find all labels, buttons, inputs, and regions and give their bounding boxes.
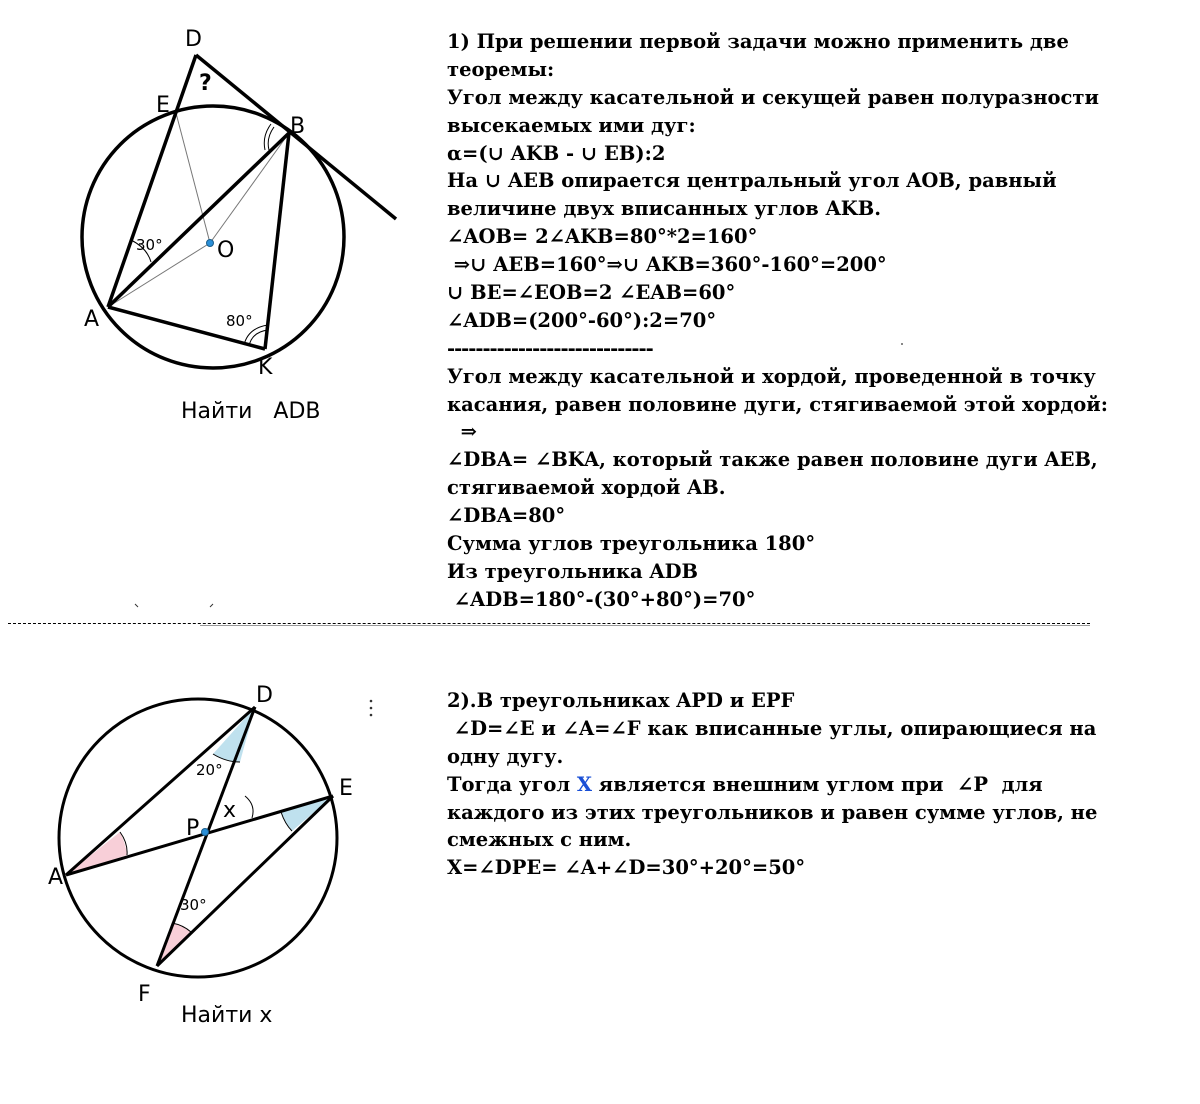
chord-AB	[108, 133, 289, 307]
solution-1-line: ∠AOB= 2∠AKB=80°*2=160°	[447, 225, 758, 249]
solution-1-line: Сумма углов треугольника 180°	[447, 532, 816, 556]
solution-2-line: каждого из этих треугольников и равен сумме углов, не	[447, 800, 1098, 824]
solution-2-text-post: является внешним углом при ∠P для	[592, 772, 1043, 796]
label-E: E	[156, 93, 170, 118]
label-A2: A	[48, 865, 64, 890]
solution-1-line: ∠DBA= ∠BKA, который также равен половине дуги AEB,	[447, 448, 1098, 472]
chord-AD	[66, 707, 255, 875]
solution-1-line: ⇒	[447, 420, 477, 444]
solution-2-line: одну дугу.	[447, 744, 564, 768]
highlight-x: X	[576, 772, 593, 796]
label-E2: E	[339, 776, 353, 801]
label-K: K	[258, 355, 273, 380]
solution-1-line: Угол между касательной и хордой, проведенной в точку	[447, 364, 1096, 388]
label-O: O	[217, 238, 235, 263]
solution-2-line	[447, 771, 1097, 799]
solution-2-line: смежных с ним.	[447, 828, 632, 852]
solution-2-line: ∠D=∠E и ∠A=∠F как вписанные углы, опирающиеся на	[447, 716, 1097, 740]
secant-DA	[108, 55, 196, 307]
solution-1-line: Угол между касательной и секущей равен полуразности	[447, 85, 1099, 109]
solution-2-text-pre: Тогда угол	[447, 772, 577, 796]
solution-1-text	[447, 28, 1108, 614]
stray-dot	[370, 714, 373, 717]
section-separator	[8, 623, 1090, 624]
shade-angle-D	[213, 707, 255, 762]
section-separator-line	[200, 625, 1090, 626]
stray-dot	[370, 707, 373, 710]
solution-1-divider: -----------------------------	[447, 336, 653, 360]
stray-tick	[210, 604, 213, 607]
solution-1-line: величине двух вписанных углов AKB.	[447, 197, 881, 221]
solution-2-text	[447, 687, 1097, 882]
solution-1-line: ⇒∪ AEB=160°⇒∪ AKB=360°-160°=200°	[447, 253, 887, 277]
solution-1-line: На ∪ AEB опирается центральный угол AOB, равный	[447, 169, 1057, 193]
stray-tick	[135, 604, 138, 607]
label-D: D	[185, 27, 202, 52]
solution-1-line: α=(∪ AKB - ∪ EB):2	[447, 141, 666, 165]
solution-1-line: касания, равен половине дуги, стягиваемой этой хордой:	[447, 392, 1108, 416]
solution-2-line: X=∠DPE= ∠A+∠D=30°+20°=50°	[447, 856, 806, 880]
solution-1-line: Из треугольника ADB	[447, 559, 698, 583]
solution-2-line: 2).В треугольниках APD и EPF	[447, 689, 795, 712]
angle-label-30: 30°	[136, 236, 163, 254]
label-B: B	[290, 114, 306, 139]
center-O-dot	[207, 240, 214, 247]
shade-angle-E	[281, 796, 333, 831]
figure-2	[48, 683, 353, 1028]
caption-2: Найти x	[181, 1003, 273, 1028]
solution-1-line: стягиваемой хордой AB.	[447, 476, 726, 500]
chord-BK	[265, 133, 289, 349]
angle-arc-x	[245, 796, 253, 818]
solution-1-line: ∠DBA=80°	[447, 504, 566, 528]
stray-dot	[370, 700, 373, 703]
solution-1-line: теоремы:	[447, 57, 555, 81]
label-x: x	[223, 798, 237, 823]
label-P: P	[186, 816, 200, 841]
solution-1-line: 1) При решении первой задачи можно применить две	[447, 30, 1069, 53]
label-D2: D	[256, 683, 273, 708]
label-question: ?	[199, 71, 212, 96]
point-P-dot	[202, 829, 209, 836]
chord-DF	[157, 707, 255, 966]
label-A: A	[84, 307, 100, 332]
figure-1	[82, 27, 396, 424]
solution-1-line: ∪ BE=∠EOB=2 ∠EAB=60°	[447, 281, 736, 305]
caption-1: Найти ADB	[181, 399, 321, 424]
angle-label-30-2: 30°	[180, 896, 207, 914]
angle-label-80: 80°	[226, 312, 253, 330]
label-F: F	[138, 982, 151, 1007]
solution-1-line: ∠ADB=180°-(30°+80°)=70°	[447, 587, 756, 611]
angle-arc-B-1	[264, 124, 271, 150]
angle-label-20: 20°	[196, 761, 223, 779]
solution-1-line: высекаемых ими дуг:	[447, 113, 696, 137]
solution-1-line: ∠ADB=(200°-60°):2=70°	[447, 308, 717, 332]
